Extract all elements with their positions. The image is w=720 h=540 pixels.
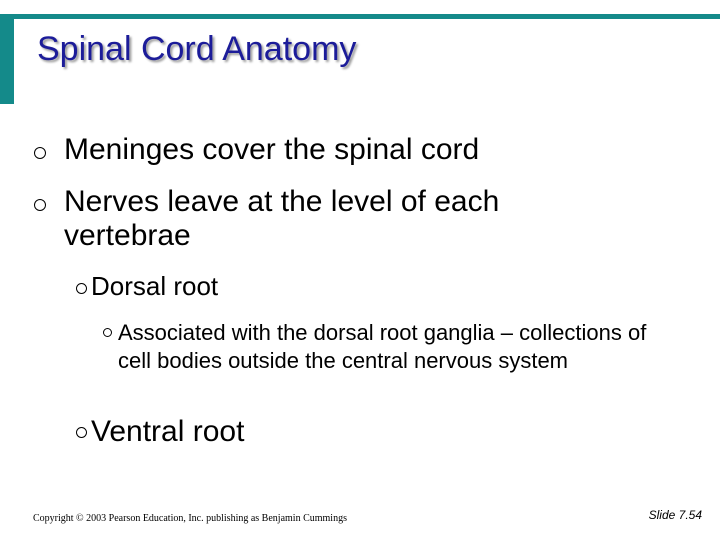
sub-bullet-item — [76, 271, 218, 301]
sub-sub-bullet-item — [103, 319, 683, 375]
bullet-dot-icon — [34, 147, 46, 159]
slide-number: Slide 7.54 — [648, 508, 702, 522]
copyright-text: Copyright © 2003 Pearson Education, Inc. publishing as Benjamin Cummings — [33, 513, 347, 524]
bullet-dot-icon — [34, 199, 46, 211]
bullet-item — [34, 185, 594, 253]
sub-bullet-text: Dorsal root — [91, 271, 219, 301]
sub-bullet-text: Ventral root — [91, 415, 245, 448]
bullet-text: Meninges cover the spinal cord — [64, 133, 480, 166]
bullet-dot-icon — [103, 328, 112, 337]
bullet-item — [34, 133, 479, 167]
bullet-text: Nerves leave at the level of each vertebrae — [64, 185, 500, 252]
accent-bar-left — [0, 14, 14, 104]
bullet-dot-icon — [76, 283, 87, 294]
accent-bar-top — [14, 14, 720, 19]
slide-title: Spinal Cord Anatomy — [37, 30, 357, 68]
sub-sub-bullet-text: Associated with the dorsal root ganglia – collections of cell bodies outside the central nervous system — [118, 320, 647, 373]
bullet-dot-icon — [76, 427, 87, 438]
sub-bullet-item — [76, 415, 244, 449]
